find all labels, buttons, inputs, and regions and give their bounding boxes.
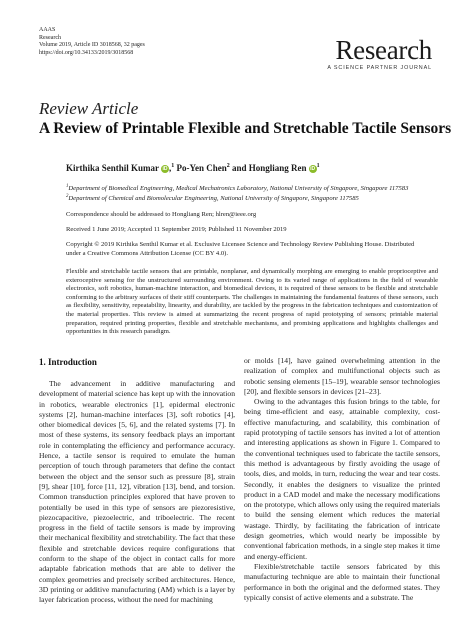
article-title: A Review of Printable Flexible and Stretchable Tactile Sensors (39, 120, 452, 137)
correspondence: Correspondence should be addressed to Hongliang Ren; hlren@ieee.org (66, 211, 257, 218)
author-name[interactable]: Hongliang Ren (248, 163, 307, 173)
body-paragraph: The advancement in additive manufacturing and development of material science has kept up with the innovation in robotics, wearable electronics [1], epidermal electronic systems [2], human-machine interfaces [3], soft robotics [4], other biomedical devices [5, 6], and the related systems [7]. In most of these systems, its sensory feedback plays an important role in contemplating the efficiency and performance accuracy. Hence, a tactile sensor is required to emulate the human perception of touch through parameters that define the contact between the object and the sensor such as pressure [8], strain [9], shear [10], force [11, 12], vibration [13], bend, and torsion. Common transduction principles explored that have proven to potentially be used in this type of sensors are piezoresistive, piezocapacitive, piezoelectric, and triboelectric. The recent progress in the field of tactile sensors is made by improving their mechanical flexibility and stretchability. The fact that these flexible and stretchable devices require configurations that conform to the shape of the object in contact calls for more adaptable fabrication methods that are able to deliver the complex geometries and precisely scribed architectures. Hence, 3D printing or additive manufacturing (AM) which is a layer by layer fabrication process, without the need for machining (39, 379, 235, 605)
affiliation (66, 194, 359, 202)
author-affiliation-sup: 1 (171, 163, 175, 169)
affiliation-sup: 1 (66, 184, 69, 189)
affiliation (66, 184, 408, 192)
author-name[interactable]: Po-Yen Chen (176, 163, 227, 173)
orcid-icon[interactable]: iD (162, 166, 168, 172)
author-affiliation-sup: 1 (316, 163, 320, 169)
abstract: Flexible and stretchable tactile sensors that are printable, nonplanar, and dynamically morphing are emerging to enable proprioceptive and exteroceptive sensing for the unstructured surrounding environment. Owing to its varied range of applications in the field of wearable electronics, soft robotics, human-machine interaction, and biomedical devices, it is required of these sensors to be flexible and stretchable conforming to the arbitrary surfaces of their stiff counterparts. The challenges in maintaining the fundamental features of these sensors, such as flexibility, sensitivity, repeatability, linearity, and durability, are tackled by the progress in the fabrication techniques and customization of the material properties. This review is aimed at summarizing the recent progress of rapid prototyping of sensors; printable material preparation, required printing properties, flexible and stretchable mechanisms, and promising applications and highlights challenges and opportunities in this research paradigm. (66, 268, 438, 336)
body-paragraph: Owing to the advantages this fusion brings to the table, for being time-efficient and easy, attainable complexity, cost-effective manufacturing, and scalability, this combination of rapid prototyping of tactile sensors has invited a lot of attention and interesting applications as shown in Figure 1. Compared to the conventional techniques used to fabricate the tactile sensors, this method is advantageous by firstly avoiding the usage of tools, dies, and molds, in turn, reducing the wear and tear costs. Secondly, it enables the designers to visualize the printed product in a CAD model and make the necessary modifications on the prototype, which allows only using the required materials to build the sensing element which reduces the material wastage. Thirdly, by facilitating the fabrication of intricate design geometries, which would nearly be impossible by conventional fabrication methods, in a single step makes it time and energy-efficient. (244, 397, 440, 561)
author-separator: and (229, 163, 247, 173)
journal-name: Research (39, 34, 61, 41)
author-name[interactable]: Kirthika Senthil Kumar (66, 163, 160, 173)
journal-logo-tagline: A SCIENCE PARTNER JOURNAL (327, 65, 432, 71)
body-column-left (39, 379, 235, 606)
body-column-right (244, 356, 440, 603)
journal-meta (39, 27, 145, 57)
journal-volume: Volume 2019, Article ID 3018568, 32 pages (39, 42, 145, 49)
author-list (66, 163, 320, 173)
doi-link[interactable]: https://doi.org/10.34133/2019/3018568 (39, 49, 134, 56)
orcid-icon[interactable]: iD (310, 166, 316, 172)
affiliation-text: Department of Chemical and Biomolecular Engineering, National University of Singapore, Singapore 117585 (68, 195, 359, 203)
section-heading: 1. Introduction (39, 357, 97, 367)
journal-publisher: AAAS (39, 27, 56, 33)
body-paragraph: or molds [14], have gained overwhelming attention in the realization of complex and multifunctional objects such as robotic sensing elements [15–19], wearable sensor technologies [20], and flexible sensors in devices [21–23]. (244, 356, 440, 396)
author-affiliation-sup: 2 (226, 163, 230, 169)
author-separator: , (169, 163, 172, 173)
body-paragraph: Flexible/stretchable tactile sensors fabricated by this manufacturing technique are able to maintain their functional performance in both the original and the deformed states. They typically consist of active elements and a substrate. The (244, 561, 440, 602)
copyright-line: under a Creative Commons Attribution License (CC BY 4.0). (66, 250, 229, 257)
journal-logo-name: Research (335, 35, 432, 65)
article-type: Review Article (39, 99, 139, 118)
affiliation-sup: 2 (66, 194, 69, 199)
article-dates: Received 1 June 2019; Accepted 11 September 2019; Published 11 November 2019 (66, 226, 287, 233)
affiliation-text: Department of Biomedical Engineering, Medical Mechatronics Laboratory, National University of Singapore, Singapore 117583 (68, 185, 409, 193)
journal-logo (327, 37, 432, 71)
copyright-line: Copyright © 2019 Kirthika Senthil Kumar et al. Exclusive Licensee Science and Technology Review Publishing House. Distributed (66, 241, 415, 248)
